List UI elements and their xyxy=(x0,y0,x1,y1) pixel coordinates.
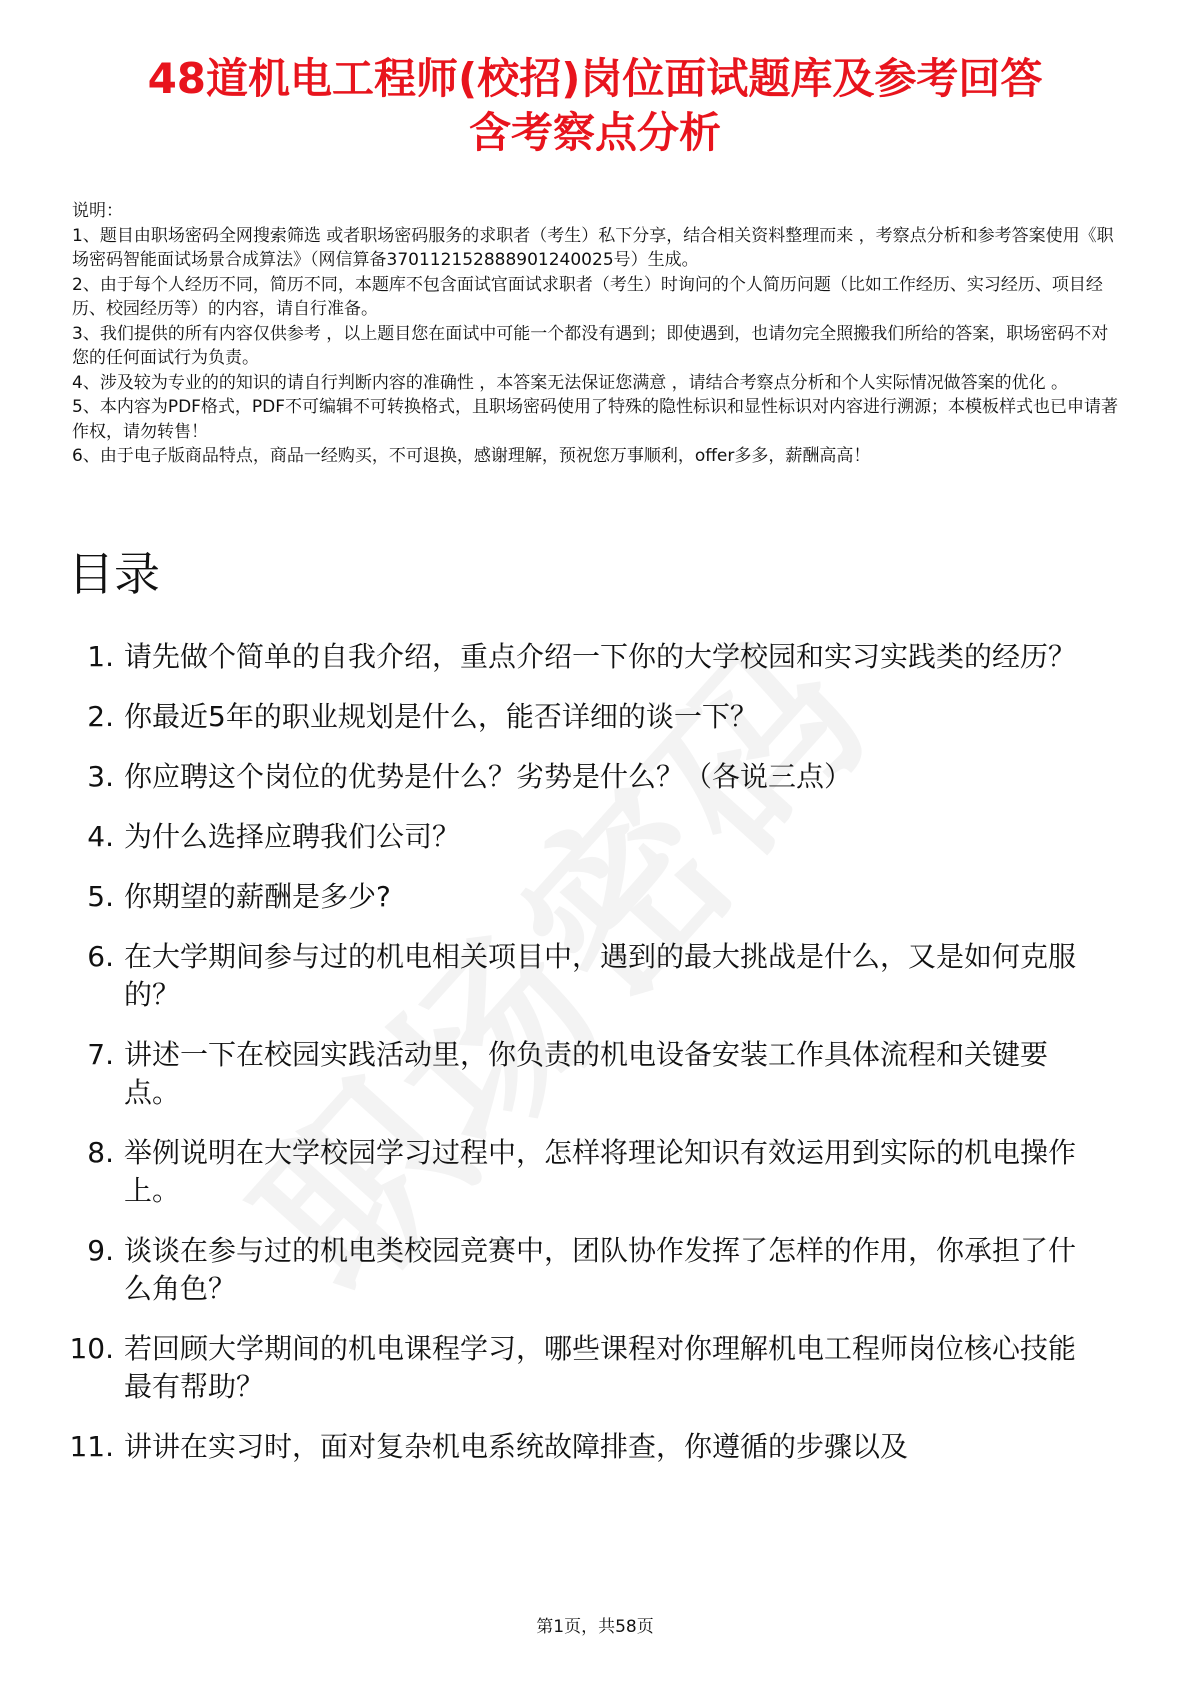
toc-item-text: 请先做个简单的自我介绍，重点介绍一下你的大学校园和实习实践类的经历？ xyxy=(124,640,1077,673)
toc-item[interactable] xyxy=(50,1036,1130,1112)
toc-item[interactable] xyxy=(50,818,1130,856)
page-title xyxy=(50,52,1140,160)
toc-item-number: 8. xyxy=(87,1136,114,1169)
toc-item-text: 讲讲在实习时，面对复杂机电系统故障排查，你遵循的步骤以及 xyxy=(124,1430,909,1463)
note-item: 5、本内容为PDF格式，PDF不可编辑不可转换格式，且职场密码使用了特殊的隐性标识和显性标识对内容进行溯源；本模板样式也已申请著作权，请勿转售！ xyxy=(72,397,1119,442)
toc-item-text: 你最近5年的职业规划是什么，能否详细的谈一下？ xyxy=(124,700,758,733)
toc-item-text: 为什么选择应聘我们公司？ xyxy=(124,820,461,853)
toc-item-text: 举例说明在大学校园学习过程中，怎样将理论知识有效运用到实际的机电操作上。 xyxy=(124,1136,1077,1207)
toc-item-text: 讲述一下在校园实践活动里，你负责的机电设备安装工作具体流程和关键要点。 xyxy=(124,1038,1049,1109)
toc-item[interactable] xyxy=(50,1232,1130,1308)
toc-item[interactable] xyxy=(50,938,1130,1014)
toc-item[interactable] xyxy=(50,1134,1130,1210)
page-title-line2: 含考察点分析 xyxy=(468,108,721,157)
toc-item-number: 7. xyxy=(87,1038,114,1071)
toc-item-number: 6. xyxy=(87,940,114,973)
note-item: 4、涉及较为专业的的知识的请自行判断内容的准确性 ，本答案无法保证您满意 ，请结合考察点分析和个人实际情况做答案的优化 。 xyxy=(72,372,1069,393)
toc-item-number: 4. xyxy=(87,820,114,853)
toc-item-text: 在大学期间参与过的机电相关项目中，遇到的最大挑战是什么，又是如何克服的？ xyxy=(124,940,1077,1011)
notes-heading: 说明： xyxy=(72,201,123,221)
toc-item-number: 2. xyxy=(87,700,114,733)
toc-list xyxy=(50,638,1130,1488)
page-title-line1: 48道机电工程师(校招)岗位面试题库及参考回答 xyxy=(147,54,1043,103)
toc-item-number: 1. xyxy=(87,640,114,673)
page-footer: 第1页，共58页 xyxy=(536,1617,654,1637)
toc-item[interactable] xyxy=(50,878,1130,916)
toc-item[interactable] xyxy=(50,758,1130,796)
note-item: 1、题目由职场密码全网搜索筛选 或者职场密码服务的求职者（考生）私下分享，结合相关资料整理而来 ，考察点分析和参考答案使用《职场密码智能面试场景合成算法》（网信算备370112152888901240025号）生成。 xyxy=(72,225,1114,270)
toc-item-number: 5. xyxy=(87,880,114,913)
toc-item-text: 你应聘这个岗位的优势是什么？劣势是什么？（各说三点） xyxy=(124,760,853,793)
note-item: 2、由于每个人经历不同，简历不同，本题库不包含面试官面试求职者（考生）时询问的个人简历问题（比如工作经历、实习经历、项目经历、校园经历等）的内容，请自行准备。 xyxy=(72,274,1103,319)
toc-item-text: 若回顾大学期间的机电课程学习，哪些课程对你理解机电工程师岗位核心技能最有帮助？ xyxy=(124,1332,1077,1403)
note-item: 3、我们提供的所有内容仅供参考 ，以上题目您在面试中可能一个都没有遇到；即使遇到，也请勿完全照搬我们所给的答案，职场密码不对您的任何面试行为负责。 xyxy=(72,323,1109,368)
note-item: 6、由于电子版商品特点，商品一经购买，不可退换，感谢理解，预祝您万事顺利，offer多多，薪酬高高！ xyxy=(72,446,871,466)
toc-item[interactable] xyxy=(50,638,1130,676)
toc-item-text: 谈谈在参与过的机电类校园竞赛中，团队协作发挥了怎样的作用，你承担了什么角色？ xyxy=(124,1234,1077,1305)
toc-item[interactable] xyxy=(50,1428,1130,1466)
toc-item[interactable] xyxy=(50,698,1130,736)
toc-item-number: 11. xyxy=(69,1430,114,1463)
toc-heading: 目录 xyxy=(68,547,160,601)
toc-item-number: 10. xyxy=(69,1332,114,1365)
toc-item-number: 9. xyxy=(87,1234,114,1267)
notes-section xyxy=(72,199,1120,469)
toc-item-text: 你期望的薪酬是多少? xyxy=(124,880,391,913)
toc-item-number: 3. xyxy=(87,760,114,793)
toc-item[interactable] xyxy=(50,1330,1130,1406)
